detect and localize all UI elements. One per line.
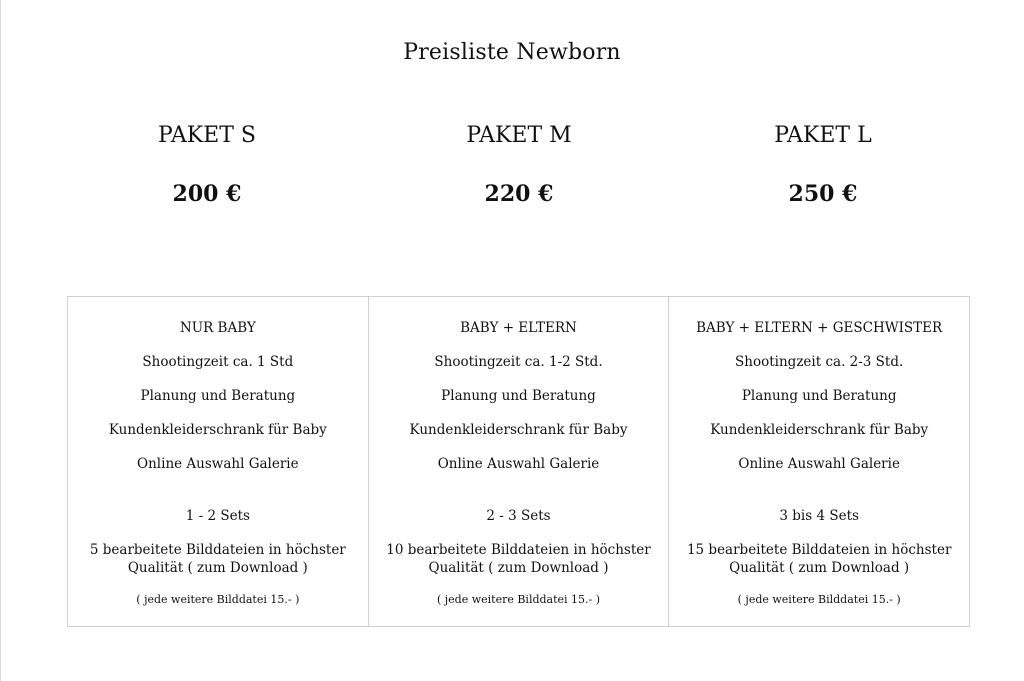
image-files-line: 5 bearbeitete Bilddateien in höchster <box>89 542 346 558</box>
package-price: 250 € <box>788 181 858 207</box>
sets: 3 bis 4 Sets <box>779 508 859 524</box>
image-files-line: Qualität ( zum Download ) <box>127 560 308 576</box>
shooting-time: Shootingzeit ca. 1 Std <box>142 354 294 370</box>
image-files <box>669 541 969 577</box>
package-name: PAKET S <box>158 123 256 148</box>
details-cell-s <box>68 297 368 626</box>
image-files-line: 10 bearbeitete Bilddateien in höchster <box>386 542 651 558</box>
details-heading: BABY + ELTERN <box>460 320 577 336</box>
package-name: PAKET L <box>774 123 872 148</box>
package-details-table <box>67 296 970 627</box>
sets: 2 - 3 Sets <box>486 508 551 524</box>
details-cell-m <box>368 297 669 626</box>
package-price: 220 € <box>484 181 554 207</box>
extra-file-note: ( jede weitere Bilddatei 15.- ) <box>436 593 601 606</box>
sets: 1 - 2 Sets <box>185 508 250 524</box>
extra-file-note: ( jede weitere Bilddatei 15.- ) <box>737 593 901 606</box>
package-l <box>673 120 973 210</box>
package-price: 200 € <box>172 181 242 207</box>
details-cell-l <box>668 297 969 626</box>
wardrobe: Kundenkleiderschrank für Baby <box>108 422 327 438</box>
planning: Planung und Beratung <box>441 388 596 404</box>
image-files-line: Qualität ( zum Download ) <box>729 560 910 576</box>
wardrobe: Kundenkleiderschrank für Baby <box>409 422 628 438</box>
page-edge-divider <box>0 0 1 681</box>
shooting-time: Shootingzeit ca. 1-2 Std. <box>434 354 603 370</box>
extra-file-note: ( jede weitere Bilddatei 15.- ) <box>136 593 300 606</box>
image-files <box>369 541 669 577</box>
image-files <box>68 541 368 577</box>
details-heading: BABY + ELTERN + GESCHWISTER <box>696 320 943 336</box>
gallery: Online Auswahl Galerie <box>137 456 299 472</box>
wardrobe: Kundenkleiderschrank für Baby <box>710 422 929 438</box>
gallery: Online Auswahl Galerie <box>738 456 900 472</box>
page-title: Preisliste Newborn <box>403 40 621 65</box>
details-heading: NUR BABY <box>179 320 256 336</box>
image-files-line: Qualität ( zum Download ) <box>428 560 609 576</box>
package-name: PAKET M <box>466 123 572 148</box>
package-s <box>57 120 357 210</box>
planning: Planung und Beratung <box>140 388 296 404</box>
planning: Planung und Beratung <box>741 388 897 404</box>
package-m <box>369 120 669 210</box>
image-files-line: 15 bearbeitete Bilddateien in höchster <box>686 542 952 558</box>
shooting-time: Shootingzeit ca. 2-3 Std. <box>735 354 904 370</box>
gallery: Online Auswahl Galerie <box>437 456 600 472</box>
